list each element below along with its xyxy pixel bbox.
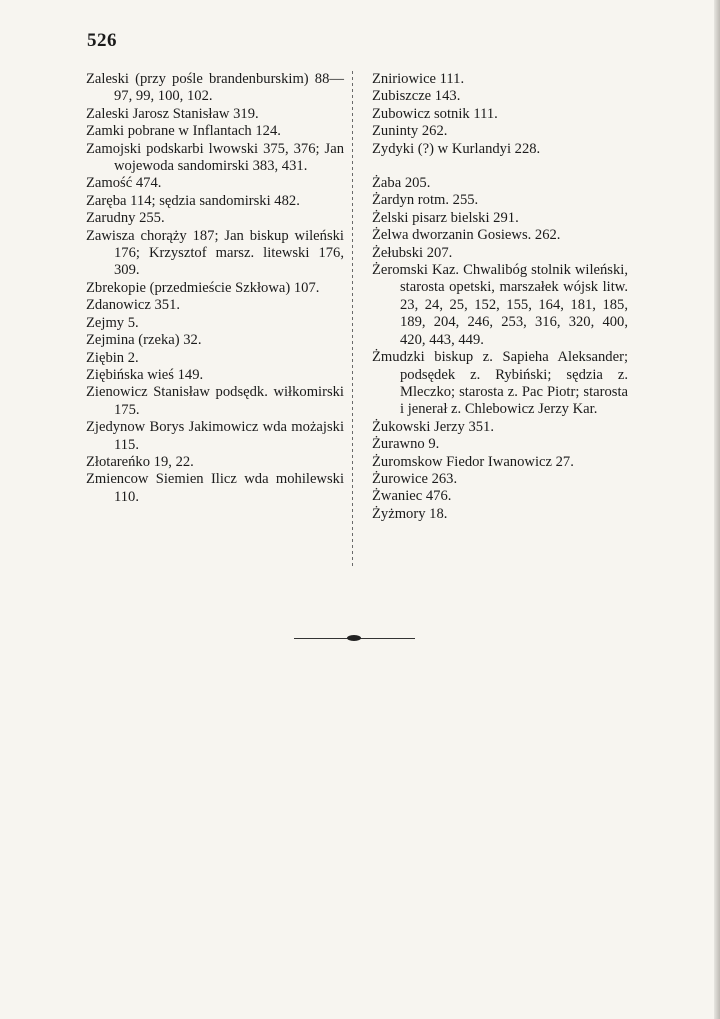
index-entry: Żełubski 207. <box>372 244 453 261</box>
index-entry: Ziębińska wieś 149. <box>86 366 204 383</box>
index-entry: Zuninty 262. <box>372 123 448 140</box>
index-entry: Zaleski Jarosz Stanisław 319. <box>86 105 259 122</box>
index-entry: Żurowice 263. <box>372 470 458 487</box>
index-entry: Zawisza chorąży 187; Jan biskup wileński 176; Krzysztof marsz. litewski 176, 309. <box>86 227 344 279</box>
index-entry: Zaręba 114; sędzia sandomirski 482. <box>86 192 300 209</box>
end-ornament <box>294 634 415 644</box>
index-entry: Zubiszcze 143. <box>372 88 461 105</box>
section-gap <box>372 158 628 175</box>
index-entry: Ziębin 2. <box>86 349 139 366</box>
index-entry: Zienowicz Stanisław podsędk. wiłkomirski 175. <box>86 384 344 418</box>
index-entry: Zarudny 255. <box>86 210 165 227</box>
index-entry: Żardyn rotm. 255. <box>372 192 479 209</box>
index-entry: Zamość 474. <box>86 175 162 192</box>
index-entry: Żmudzki biskup z. Sapieha Aleksander; podsędek z. Rybiński; sędzia z. Mleczko; starosta z. Pac Piotr; starosta i jenerał z. Chlebowicz Jerzy Kar. <box>372 349 628 418</box>
page-number: 526 <box>87 30 117 51</box>
index-entry: Żelski pisarz bielski 291. <box>372 209 519 226</box>
index-entry: Żukowski Jerzy 351. <box>372 418 495 435</box>
index-entry: Żwaniec 476. <box>372 488 452 505</box>
index-entry: Zniriowice 111. <box>372 71 465 87</box>
index-entry: Zmiencow Siemien Ilicz wda mohilewski 110. <box>86 471 344 505</box>
index-entry: Zamki pobrane w Inflantach 124. <box>86 123 281 140</box>
index-column-right <box>372 71 628 523</box>
index-entry: Zejmina (rzeka) 32. <box>86 332 202 349</box>
column-divider <box>352 71 353 568</box>
index-entry: Żaba 205. <box>372 175 431 192</box>
index-entry: Złotareńko 19, 22. <box>86 453 194 470</box>
index-entry: Zamojski podskarbi lwowski 375, 376; Jan wojewoda sandomirski 383, 431. <box>86 140 344 175</box>
index-entry: Żuromskow Fiedor Iwanowicz 27. <box>372 453 574 470</box>
index-entry: Żeromski Kaz. Chwalibóg stolnik wileński, starosta opetski, marszałek wójsk litw. 23, 24, 25, 152, 155, 164, 181, 185, 189, 204, 246, 253, 316, 320, 400, 420, 443, 449. <box>372 262 628 348</box>
index-column-left <box>86 71 344 506</box>
index-entry: Zbrekopie (przedmieście Szkłowa) 107. <box>86 279 320 296</box>
index-entry: Zydyki (?) w Kurlandyi 228. <box>372 140 541 157</box>
page-edge <box>714 0 720 1019</box>
index-entry: Żyżmory 18. <box>372 505 448 522</box>
index-entry: Żelwa dworzanin Gosiews. 262. <box>372 227 561 244</box>
index-entry: Zubowicz sotnik 111. <box>372 105 498 122</box>
index-entry: Zejmy 5. <box>86 314 139 331</box>
index-entry: Zaleski (przy pośle brandenburskim) 88—97, 99, 100, 102. <box>86 71 344 105</box>
index-entry: Zdanowicz 351. <box>86 297 181 314</box>
index-entry: Zjedynow Borys Jakimowicz wda możajski 115. <box>86 419 344 453</box>
index-entry: Żurawno 9. <box>372 436 440 453</box>
